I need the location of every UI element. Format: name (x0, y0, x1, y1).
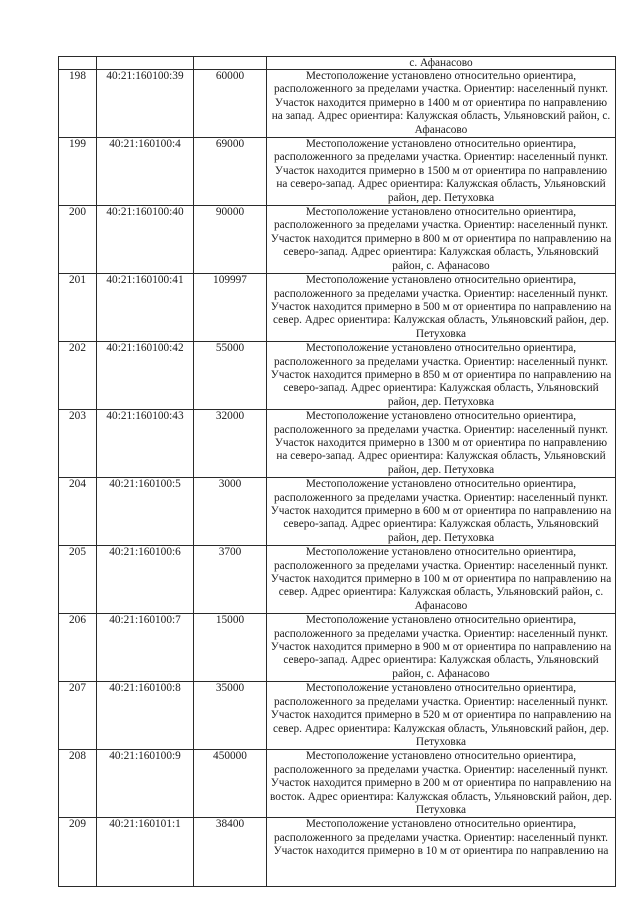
cell-cadastral-number (97, 57, 194, 70)
cell-cadastral-number: 40:21:160100:9 (97, 750, 194, 818)
cell-description (267, 342, 616, 410)
cell-cadastral-number: 40:21:160100:5 (97, 478, 194, 546)
cell-description (267, 818, 616, 887)
cell-cadastral-number: 40:21:160100:42 (97, 342, 194, 410)
cell-area: 3000 (194, 478, 267, 546)
cell-area: 32000 (194, 410, 267, 478)
cell-cadastral-number: 40:21:160100:43 (97, 410, 194, 478)
cell-cadastral-number: 40:21:160100:40 (97, 206, 194, 274)
cell-cadastral-number: 40:21:160100:8 (97, 682, 194, 750)
description-text: Местоположение установлено относительно ориентира, расположенного за пределами участка. Ориентир: населенный пункт. Участок находится примерно в 520 м от ориентира по направлению на север. Адрес ориентира: Калужская область, Ульяновский район, дер. Петуховка (270, 682, 612, 748)
cell-description (267, 614, 616, 682)
description-text: Местоположение установлено относительно ориентира, расположенного за пределами участка. Ориентир: населенный пункт. Участок находится примерно в 900 м от ориентира по направлению на северо-запад. Адрес ориентира: Калужская область, Ульяновский район, с. Афанасово (270, 614, 612, 680)
cell-area (194, 57, 267, 70)
cell-description (267, 410, 616, 478)
description-text: Местоположение установлено относительно ориентира, расположенного за пределами участка. Ориентир: населенный пункт. Участок находится примерно в 800 м от ориентира по направлению на северо-запад. Адрес ориентира: Калужская область, Ульяновский район, с. Афанасово (270, 206, 612, 272)
description-text: Местоположение установлено относительно ориентира, расположенного за пределами участка. Ориентир: населенный пункт. Участок находится примерно в 1400 м от ориентира по направлению на запад. Адрес ориентира: Калужская область, Ульяновский район, с. Афанасово (271, 70, 611, 136)
table-row (59, 70, 616, 138)
description-text: Местоположение установлено относительно ориентира, расположенного за пределами участка. Ориентир: населенный пункт. Участок находится примерно в 850 м от ориентира по направлению на северо-запад. Адрес ориентира: Калужская область, Ульяновский район, дер. Петуховка (270, 342, 612, 408)
table-row (59, 478, 616, 546)
table-row (59, 682, 616, 750)
table-row (59, 206, 616, 274)
table-row (59, 342, 616, 410)
cell-area: 69000 (194, 138, 267, 206)
cell-description (267, 70, 616, 138)
cell-area: 3700 (194, 546, 267, 614)
cell-number: 199 (59, 138, 97, 206)
cell-cadastral-number: 40:21:160100:6 (97, 546, 194, 614)
cell-number: 198 (59, 70, 97, 138)
cell-area: 15000 (194, 614, 267, 682)
cell-description (267, 206, 616, 274)
description-text: Местоположение установлено относительно ориентира, расположенного за пределами участка. Ориентир: населенный пункт. Участок находится примерно в 500 м от ориентира по направлению на север. Адрес ориентира: Калужская область, Ульяновский район, дер. Петуховка (270, 274, 612, 340)
cell-cadastral-number: 40:21:160100:41 (97, 274, 194, 342)
cell-area: 35000 (194, 682, 267, 750)
cell-number: 201 (59, 274, 97, 342)
table-row-continuation (59, 57, 616, 70)
cell-number: 209 (59, 818, 97, 887)
cell-cadastral-number: 40:21:160101:1 (97, 818, 194, 887)
table-row (59, 274, 616, 342)
cell-description (267, 682, 616, 750)
table-row (59, 614, 616, 682)
description-text: Местоположение установлено относительно ориентира, расположенного за пределами участка. Ориентир: населенный пункт. Участок находится примерно в 1300 м от ориентира по направлению на северо-запад. Адрес ориентира: Калужская область, Ульяновский район, дер. Петуховка (274, 410, 608, 476)
cell-number (59, 57, 97, 70)
cell-cadastral-number: 40:21:160100:4 (97, 138, 194, 206)
cell-number: 206 (59, 614, 97, 682)
cell-description (267, 274, 616, 342)
cell-number: 203 (59, 410, 97, 478)
cell-area: 60000 (194, 70, 267, 138)
cell-description: с. Афанасово (267, 57, 616, 70)
cell-number: 208 (59, 750, 97, 818)
cell-number: 207 (59, 682, 97, 750)
cell-cadastral-number: 40:21:160100:39 (97, 70, 194, 138)
cell-description (267, 546, 616, 614)
cell-area: 55000 (194, 342, 267, 410)
description-text: Местоположение установлено относительно ориентира, расположенного за пределами участка. Ориентир: населенный пункт. Участок находится примерно в 10 м от ориентира по направлению на (273, 818, 609, 858)
cell-area: 109997 (194, 274, 267, 342)
description-text: Местоположение установлено относительно ориентира, расположенного за пределами участка. Ориентир: населенный пункт. Участок находится примерно в 200 м от ориентира по направлению на восток. Адрес ориентира: Калужская область, Ульяновский район, дер. Петуховка (270, 750, 612, 816)
cell-area: 90000 (194, 206, 267, 274)
cell-area: 38400 (194, 818, 267, 887)
description-text: Местоположение установлено относительно ориентира, расположенного за пределами участка. Ориентир: населенный пункт. Участок находится примерно в 1500 м от ориентира по направлению на северо-запад. Адрес ориентира: Калужская область, Ульяновский район, дер. Петуховка (274, 138, 608, 204)
table-row (59, 818, 616, 887)
table-row (59, 546, 616, 614)
cell-number: 202 (59, 342, 97, 410)
land-plots-table (58, 56, 616, 887)
description-text: Местоположение установлено относительно ориентира, расположенного за пределами участка. Ориентир: населенный пункт. Участок находится примерно в 100 м от ориентира по направлению на север. Адрес ориентира: Калужская область, Ульяновский район, с. Афанасово (270, 546, 612, 612)
cell-cadastral-number: 40:21:160100:7 (97, 614, 194, 682)
cell-number: 200 (59, 206, 97, 274)
table-body (59, 57, 616, 887)
table-row (59, 138, 616, 206)
table-row (59, 410, 616, 478)
cell-description (267, 478, 616, 546)
cell-description (267, 750, 616, 818)
cell-number: 205 (59, 546, 97, 614)
cell-description (267, 138, 616, 206)
description-text: Местоположение установлено относительно ориентира, расположенного за пределами участка. Ориентир: населенный пункт. Участок находится примерно в 600 м от ориентира по направлению на северо-запад. Адрес ориентира: Калужская область, Ульяновский район, дер. Петуховка (270, 478, 612, 544)
cell-area: 450000 (194, 750, 267, 818)
cell-number: 204 (59, 478, 97, 546)
table-row (59, 750, 616, 818)
